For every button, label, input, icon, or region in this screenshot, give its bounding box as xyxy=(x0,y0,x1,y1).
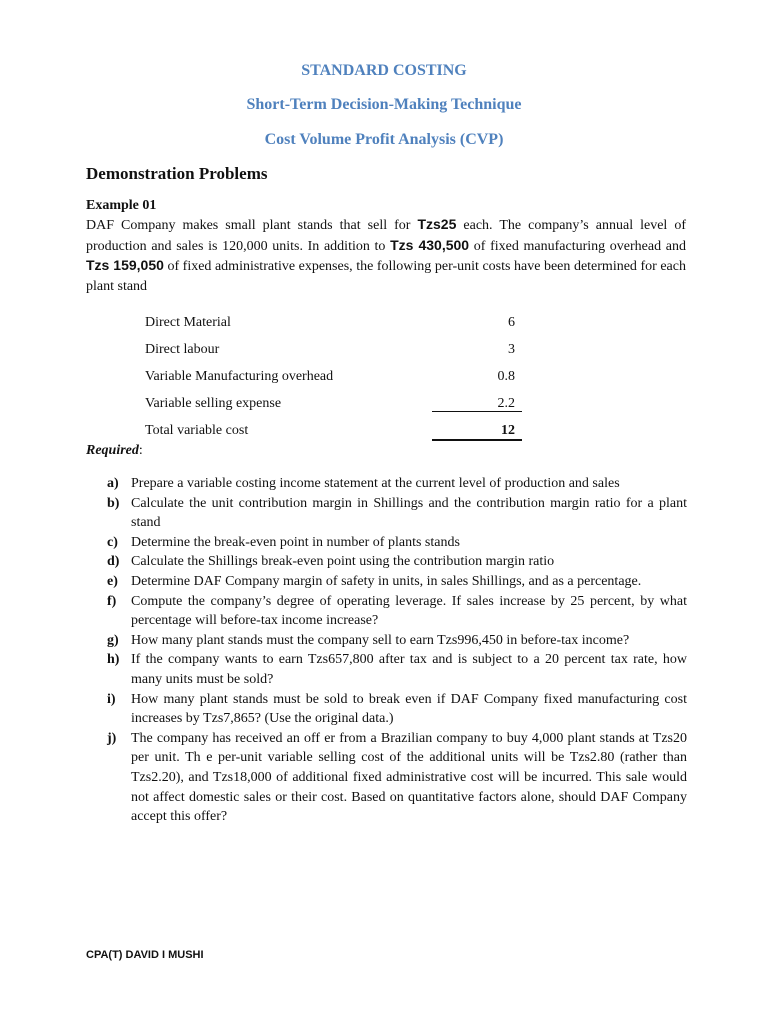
cost-row-variable-mfg-overhead xyxy=(145,369,523,389)
question-marker: g) xyxy=(107,632,119,648)
cost-label: Variable Manufacturing overhead xyxy=(145,369,334,384)
question-text: Compute the company’s degree of operating leverage. If sales increase by 25 percent, by what percentage will before-tax income increase? xyxy=(131,593,687,629)
question-text: How many plant stands must be sold to break even if DAF Company fixed manufacturing cost increases by Tzs7,865? (Use the original data.) xyxy=(131,691,687,727)
cost-label: Variable selling expense xyxy=(145,396,282,411)
cost-label: Direct Material xyxy=(145,315,231,330)
list-item xyxy=(107,572,687,592)
cost-total-value: 12 xyxy=(501,423,515,438)
question-text: Determine DAF Company margin of safety in units, in sales Shillings, and as a percentage. xyxy=(131,573,642,589)
intro-text-2: each. The company’s annual level of production and sales is 120,000 units. In addition to xyxy=(86,218,686,254)
example-title: Example 01 xyxy=(86,198,157,213)
list-item xyxy=(107,592,687,631)
list-item xyxy=(107,631,687,651)
price-highlight: Tzs25 xyxy=(417,216,457,232)
cost-label: Direct labour xyxy=(145,342,220,357)
question-text: The company has received an off er from a Brazilian company to buy 4,000 plant stands at Tzs20 per unit. Th e per-unit variable selling cost of the additional units will be Tzs2.80 (rather than Tzs2.20), and Tzs18,000 of additional fixed administrative cost will be incurred. This sale would not affect domestic sales or their cost. Based on quantitative factors alone, should DAF Company accept this offer? xyxy=(131,730,687,825)
intro-text-3: of fixed manufacturing overhead and xyxy=(469,238,686,254)
example-intro-paragraph xyxy=(86,215,686,296)
total-rule xyxy=(432,439,522,441)
question-text: Prepare a variable costing income statement at the current level of production and sales xyxy=(131,476,620,491)
document-topic: Cost Volume Profit Analysis (CVP) xyxy=(264,131,504,148)
cost-value: 0.8 xyxy=(497,369,515,384)
question-marker: a) xyxy=(107,476,119,491)
required-label: Required xyxy=(86,443,139,458)
cost-value: 3 xyxy=(508,342,515,357)
list-item xyxy=(107,690,687,729)
list-item xyxy=(107,552,687,572)
cost-row-direct-labour xyxy=(145,342,523,362)
list-item xyxy=(107,533,687,553)
cost-value: 2.2 xyxy=(497,396,515,411)
question-marker: h) xyxy=(107,652,120,668)
fixed-mfg-highlight: Tzs 430,500 xyxy=(390,236,470,253)
question-marker: c) xyxy=(107,534,118,550)
question-text: Calculate the Shillings break-even point using the contribution margin ratio xyxy=(131,554,555,570)
intro-text-4: of fixed administrative expenses, the following per-unit costs have been determined for each plant stand xyxy=(86,259,686,294)
list-item xyxy=(107,494,687,533)
required-heading xyxy=(86,443,143,459)
question-text: Determine the break-even point in number of plants stands xyxy=(131,534,460,550)
question-marker: i) xyxy=(107,691,116,707)
question-marker: d) xyxy=(107,554,120,570)
list-item xyxy=(107,650,687,689)
footer-author: CPA(T) DAVID I MUSHI xyxy=(86,949,204,961)
question-list xyxy=(107,474,687,827)
question-marker: e) xyxy=(107,573,118,589)
subtotal-rule xyxy=(432,411,522,412)
cost-label: Total variable cost xyxy=(145,423,249,438)
fixed-admin-highlight: Tzs 159,050 xyxy=(86,257,164,274)
question-text: Calculate the unit contribution margin in Shillings and the contribution margin ratio for a plant stand xyxy=(131,495,687,531)
question-text: How many plant stands must the company sell to earn Tzs996,450 in before-tax income? xyxy=(131,632,630,648)
list-item xyxy=(107,474,687,494)
question-marker: j) xyxy=(107,730,117,746)
list-item xyxy=(107,729,687,827)
required-colon: : xyxy=(138,443,143,458)
document-subtitle: Short-Term Decision-Making Technique xyxy=(246,96,522,113)
intro-text-1: DAF Company makes small plant stands that sell for xyxy=(86,218,418,233)
question-marker: b) xyxy=(107,495,120,511)
cost-value: 6 xyxy=(508,315,515,330)
question-text: If the company wants to earn Tzs657,800 after tax and is subject to a 20 percent tax rate, how many units must be sold? xyxy=(131,652,687,687)
question-marker: f) xyxy=(107,593,117,609)
cost-row-direct-material xyxy=(145,315,523,335)
cost-row-variable-selling xyxy=(145,396,523,416)
section-heading: Demonstration Problems xyxy=(86,164,268,183)
document-title: STANDARD COSTING xyxy=(301,62,467,79)
